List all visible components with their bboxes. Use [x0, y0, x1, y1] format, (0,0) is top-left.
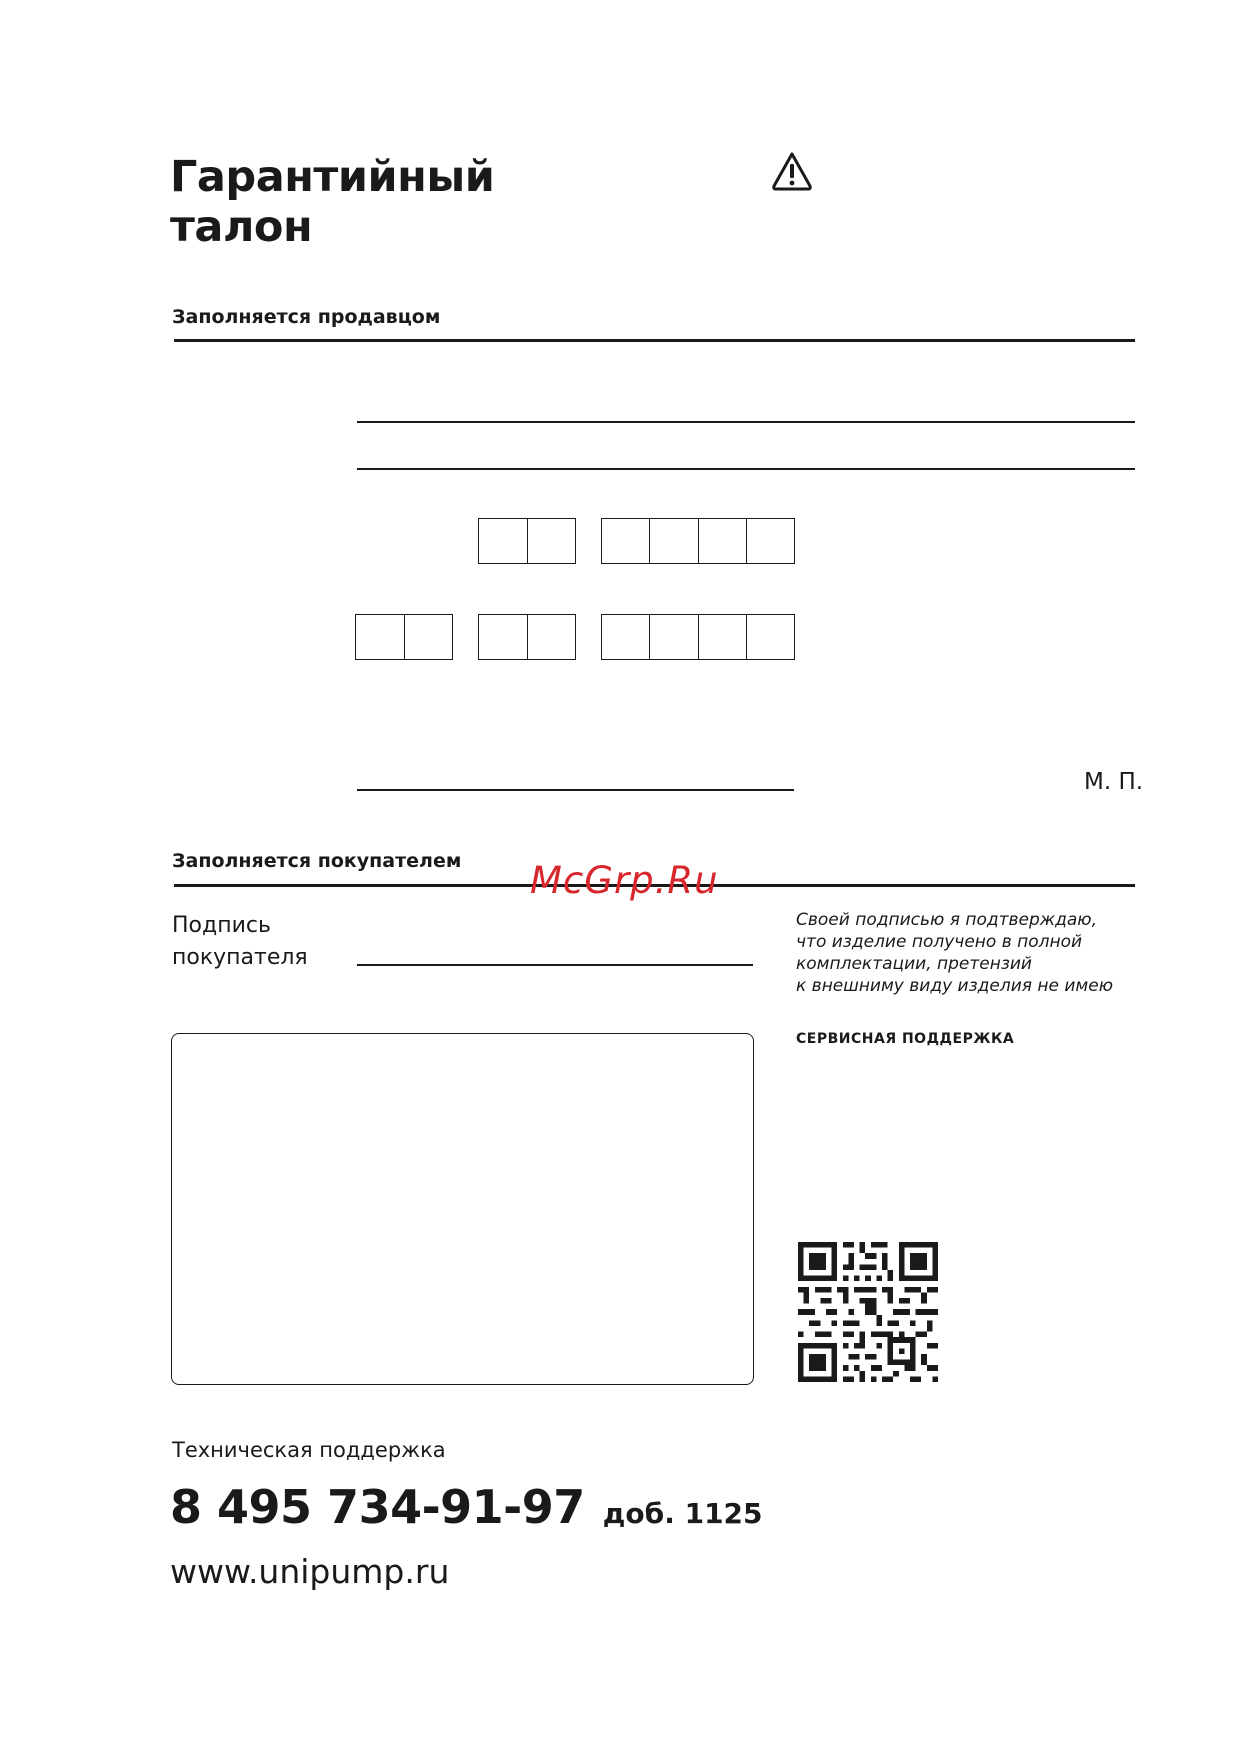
seller-section-divider	[174, 339, 1135, 342]
confirmation-note	[796, 909, 1126, 997]
qr-alignment-center	[899, 1348, 905, 1354]
seller-section-heading: Заполняется продавцом	[172, 306, 441, 328]
tech-support-label: Техническая поддержка	[172, 1438, 446, 1462]
buyer-signature-label	[172, 910, 308, 974]
support-phone-extension: доб. 1125	[602, 1497, 763, 1530]
qr-finder-top-right	[899, 1242, 938, 1281]
date-field-2-month[interactable]	[478, 614, 576, 660]
date-field-2-year[interactable]	[601, 614, 795, 660]
title-line-1: Гарантийный	[170, 152, 495, 202]
confirmation-note-line-3: комплектации, претензий	[796, 954, 1032, 974]
qr-finder-top-left	[798, 1242, 837, 1281]
title-line-2: талон	[170, 202, 313, 252]
buyer-signature-line[interactable]	[357, 964, 753, 966]
date-field-1-month[interactable]	[478, 518, 576, 564]
page-title	[170, 152, 494, 252]
stamp-place-label: М. П.	[1084, 769, 1144, 795]
support-phone[interactable]: 8 495 734-91-97	[170, 1480, 585, 1534]
seller-field-line-2[interactable]	[357, 468, 1135, 470]
seller-signature-line[interactable]	[357, 789, 794, 791]
warning-triangle-icon	[770, 150, 814, 194]
watermark: McGrp.Ru	[530, 859, 719, 902]
phone-row	[170, 1480, 763, 1534]
seller-field-line-1[interactable]	[357, 421, 1135, 423]
confirmation-note-line-4: к внешниму виду изделия не имею	[796, 976, 1114, 996]
service-support-label: СЕРВИСНАЯ ПОДДЕРЖКА	[796, 1031, 1015, 1047]
buyer-signature-label-line-1: Подпись	[172, 913, 271, 938]
buyer-signature-label-line-2: покупателя	[172, 945, 308, 970]
stamp-box[interactable]	[171, 1033, 754, 1385]
date-field-1-year[interactable]	[601, 518, 795, 564]
website-link[interactable]: www.unipump.ru	[170, 1552, 450, 1591]
buyer-section-heading: Заполняется покупателем	[172, 850, 462, 872]
qr-finder-bottom-left	[798, 1343, 837, 1382]
confirmation-note-line-2: что изделие получено в полной	[796, 932, 1083, 952]
qr-code	[798, 1242, 938, 1382]
date-field-2-day[interactable]	[355, 614, 453, 660]
confirmation-note-line-1: Своей подписью я подтверждаю,	[796, 910, 1097, 930]
